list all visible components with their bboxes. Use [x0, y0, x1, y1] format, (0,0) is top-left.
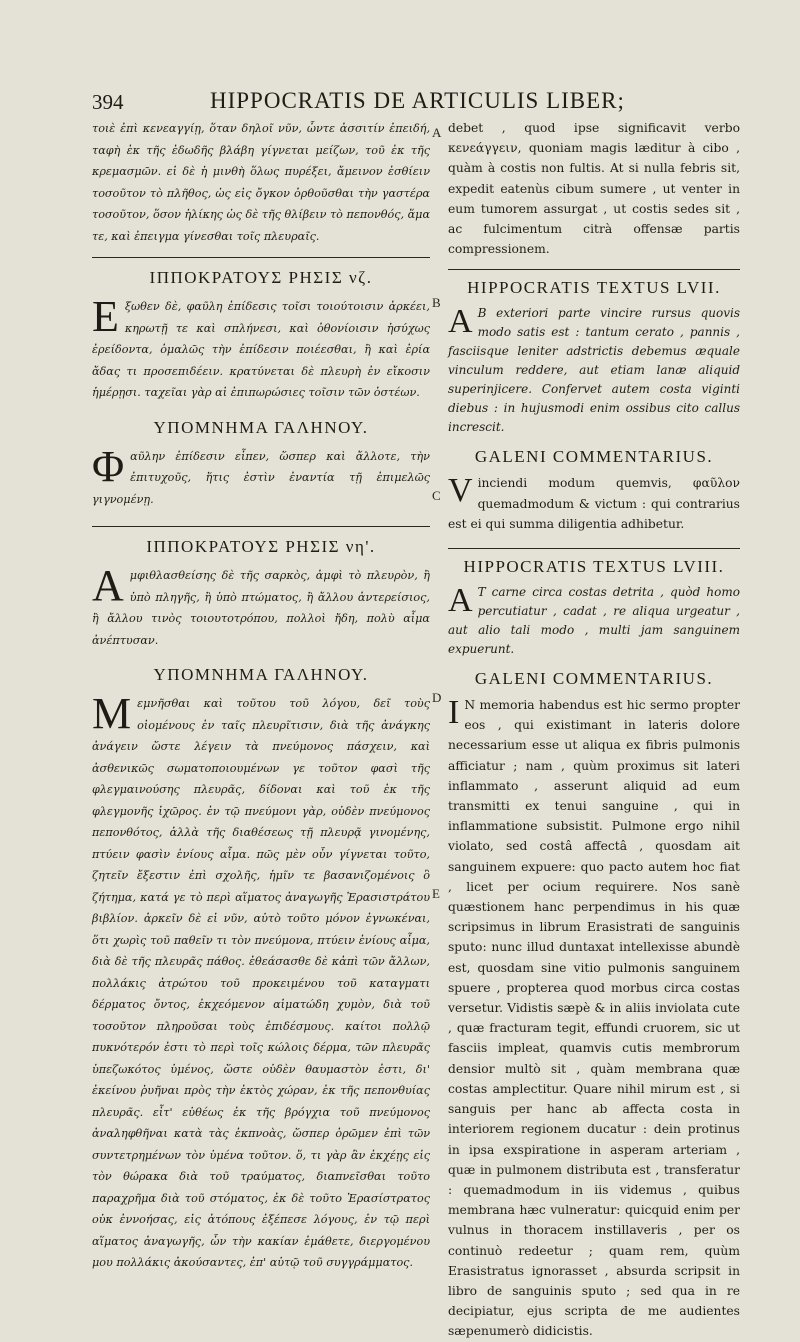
section-rule	[92, 257, 430, 258]
greek-commentary57-body: αῦλην ἐπίδεσιν εἶπεν, ὥσπερ καὶ ἄλλοτε, τὴν ἐπιτυχοῦς, ἥτις ἐστὶν ἐναντία τῇ ἐπιμελῶς γιγνομένῃ.	[92, 449, 430, 506]
greek-column	[92, 118, 430, 1274]
margin-letter-d: D	[432, 690, 442, 705]
latin-intro-text: debet , quod ipse significavit verbo κενεάγγειν, quoniam magis læditur à cibo , quàm à costis non fultis. At si nulla febris sit, expedit eatenùs cibum sumere , ut venter in eum tumorem assurgat , ut costis sedes sit , ac fulcimentum citrà offensæ partis compressionem.	[448, 121, 740, 257]
greek-text58-drop-cap: Α	[92, 561, 124, 610]
latin-commentary57-block	[448, 473, 740, 534]
greek-text58-body: μφιθλασθείσης δὲ τῆς σαρκὸς, ἀμφὶ τὸ πλευρὸν, ἢ ὑπὸ πληγῆς, ἢ ὑπὸ πτώματος, ἢ ἄλλου ἀντερείσιος, ἢ ἄλλου τινὸς τοιουτοτρόπου, πολλοὶ ἤδη, πολὺ αἷμα ἀνέπτυσαν.	[92, 569, 430, 647]
latin-commentary58-body: N memoria habendus est hic sermo propter eos , qui existimant in lateris dolore necessarium esse ut aliqua ex fibris pulmonis afficiatur ; nam , quùm proximus sit lateri inflammato , asserunt aliquid ad eum transmitti ex tenui sanguine , qui in inflammatione subsistit. Pulmone ergo nihil violato, sed costâ affectâ , quosdam ait sanguinem expuere: quo pacto autem hoc fiat , licet per ocium requirere. Nos sanè quæstionem hanc perpendimus in his quæ scripsimus in librum Erasistrati de sanguinis sputo: nunc illud duntaxat intellexisse abundè est, quosdam sine vitio pulmonis sanguinem spuere , propterea quod morbus circa costas versetur. Vidistis sæpè & in aliis inviolata cute , quæ fracturam tegit, effundi cruorem, sic ut fasciis impleat, quamvis cutis membrorum densior multò sit , quàm membrana quæ costas amplectitur. Quare nihil mirum est , si sanguis per hanc ab affecta costa in interiorem regionem ducatur : dein protinus in ipsa exspiratione in asperam arteriam , quæ in pulmonem distributa est , transferatur : quemadmodum in iis videmus , quibus membrana hæc vulneratur: quicquid enim per vulnus in thoracem instillaveris , per os continuò redeetur ; quam rem, quùm Erasistratus ignorasset , absurda scripsit in libro de sanguinis sputo ; sed qua in re decipiatur, ejus scripta de me audientes sæpenumerò didicistis.	[448, 698, 740, 1339]
section-rule	[448, 269, 740, 270]
latin-text58-drop-cap: A	[448, 582, 473, 620]
latin-commentary57-heading: GALENI COMMENTARIUS.	[474, 447, 714, 467]
greek-commentary58-drop-cap: Μ	[92, 689, 132, 738]
page-number: 394	[92, 90, 124, 114]
latin-commentary57-body: inciendi modum quemvis, φαῦλον quemadmodum & victum : qui contrarius est ei qui summa diligentia adhibetur.	[448, 476, 740, 531]
latin-text58-heading: HIPPOCRATIS TEXTUS LVIII.	[463, 557, 725, 577]
latin-text58-body: T carne circa costas detrita , quòd homo percutiatur , cadat , re aliqua urgeatur , aut alio tali modo , multi jam sanguinem expuerunt.	[448, 585, 740, 657]
margin-letter-e: E	[432, 886, 440, 901]
greek-text57-heading: ΙΠΠΟΚΡΑΤΟΥΣ ΡΗΣΙΣ νζ.	[149, 268, 373, 287]
greek-text57-drop-cap: Ε	[92, 292, 119, 341]
greek-intro-text: τοιὲ ἐπὶ κενεαγγίῃ, ὅταν δηλοῖ νῦν, ὧντε ἀσσιτίν ἐπειδή, ταφὴ ἐκ τῆς ἐδωδῆς βλάβη γίγνεται μείζων, τοῦ ἐκ τῆς κρεμασμῶν. εἰ δὲ ἡ μινθὴ ὅλως πυρέξει, ἄμεινον ἐσθίειν τοσοῦτον τὸ πλῆθος, ὡς εἰς ὄγκον ὀρθοῦσθαι τὴν γαστέρα τοσοῦτον, ὅσον ἡλίκης ὡς δὲ τῆς θλίβειν τὸ πεπονθός, ἅμα τε, καὶ ἐπειγμα γίνεσθαι τοῖς πλευραῖς.	[92, 122, 430, 243]
greek-commentary58-heading: ΥΠΟΜΝΗΜΑ ΓΑΛΗΝΟΥ.	[153, 665, 369, 684]
greek-commentary57-drop-cap: Φ	[92, 441, 125, 491]
latin-column	[448, 118, 740, 1342]
greek-text57-body: ξωθεν δὲ, φαῦλη ἐπίδεσις τοῖσι τοιούτοισιν ἀρκέει, κηρωτῇ τε καὶ σπλήνεσι, καὶ ὀθονίοισιν ἡσύχως ἐρείδοντα, ὁμαλῶς τὴν ἐπίδεσιν ποιέεσθαι, ἢ καὶ ἐρία ἄδας τι προσεπιδέειν. κρατύνεται δὲ πλευρὴ ἐν εἴκοσιν ἡμέρῃσι. ταχεῖαι γὰρ αἱ ἐπιπωρώσιες τοῖσιν τῶν ὀστέων.	[92, 300, 430, 399]
greek-commentary58-body: εμνῆσθαι καὶ τοῦτου τοῦ λόγου, δεῖ τοὺς οἰομένους ἐν ταῖς πλευρῖτισιν, διὰ τῆς ἀνάγκης ἀνάγειν ὥστε λέγειν τὰ πνεύμονος πάσχειν, καὶ ἀσθενικῶς σωματοποιουμένων γε τοῦτον φασὶ τῆς φλεγμαινούσης πλευρᾶς, δίδοναι καὶ τοῦ ἐκ τῆς φλεγμονῆς ἰχῶρος. ἐν τῷ πνεύμονι γὰρ, οὐδὲν πνεύμονος πεπονθότος, ἀλλὰ τῆς διαθέσεως τῇ πλευρᾷ γινομένης, πτύειν φασὶν ἐνίους αἷμα. πῶς μὲν οὖν γίγνεται τοῦτο, ζητεῖν ἔξεστιν ἐπὶ σχολῆς, ἡμῖν τε βασανιζομένοις ὃ ζήτημα, κατά γε τὸ περὶ αἵματος ἀναγωγῆς Ἐρασιστράτου βιβλίον. ἀρκεῖν δὲ εἰ νῦν, αὐτὸ τοῦτο μόνον ἐγνωκέναι, ὅτι χωρὶς τοῦ παθεῖν τι τὸν πνεύμονα, πτύειν ἐνίους αἷμα, διὰ δὲ τῆς πλευρᾶς πάθος. ἐθεάσασθε δὲ κἀπὶ τῶν ἄλλων, πολλάκις ἀτρώτου τοῦ προκειμένου τοῦ καταγματι δέρματος ὄντος, ἐκχεόμενον αἱματώδη χυμὸν, διὰ τοῦ τοσοῦτον πληροῦσαι τοὺς ἐπιδέσμους. καίτοι πολλῷ πυκνότερόν ἐστι τὸ περὶ τοῖς κώλοις δέρμα, τῶν πλευρᾶς ὑπεζωκότος ὑμένος, ὥστε οὐδὲν θαυμαστὸν ἐστι, δι' ἐκείνου ῥυῆναι πρὸς τὴν ἐκτὸς χώραν, ἐκ τῆς πεπονθυίας πλευρᾶς. εἶτ' εὐθέως ἐκ τῆς βρόγχια τοῦ πνεύμονος ἀναληφθῆναι κατὰ τὰς ἐκπνοὰς, ὥσπερ ὁρῶμεν ἐπὶ τῶν συντετρημένων τὸν ὑμένα τοῦτον. ὅ, τι γὰρ ἂν ἐκχέῃς εἰς τὸν θώρακα διὰ τοῦ τραύματος, διαπνεῖσθαι τοῦτο παραχρῆμα διὰ τοῦ στόματος, ἐκ δὲ τοῦτο Ἐρασίστρατος οὐκ ἐννοήσας, εἰς ἀτόπους ἐξέπεσε λόγους, ἐν τῷ περὶ αἵματος ἀναγωγῆς, ὧν τὴν κακίαν ἐμάθετε, διεργομένου μου πολλάκις ἀκούσαντες, ἐπ' αὐτῷ τοῦ συγγράμματος.	[92, 697, 430, 1269]
margin-letter-a: A	[432, 125, 442, 140]
latin-text57-drop-cap: A	[448, 303, 473, 341]
latin-commentary58-drop-cap: I	[448, 694, 460, 732]
greek-commentary57-heading: ΥΠΟΜΝΗΜΑ ΓΑΛΗΝΟΥ.	[153, 417, 369, 437]
greek-text58-heading: ΙΠΠΟΚΡΑΤΟΥΣ ΡΗΣΙΣ νη'.	[146, 537, 376, 556]
latin-commentary57-drop-cap: V	[448, 472, 473, 510]
latin-text57-heading: HIPPOCRATIS TEXTUS LVII.	[467, 278, 721, 298]
latin-text57-block	[448, 304, 740, 437]
latin-text58-block	[448, 583, 740, 659]
latin-commentary58-heading: GALENI COMMENTARIUS.	[474, 669, 714, 689]
section-rule	[448, 548, 740, 549]
running-title: HIPPOCRATIS DE ARTICULIS LIBER;	[210, 88, 625, 113]
greek-text58-block	[92, 561, 430, 651]
margin-letter-b: B	[432, 295, 441, 310]
greek-commentary57-block	[92, 441, 430, 511]
greek-text57-block	[92, 292, 430, 404]
greek-commentary58-block	[92, 689, 430, 1274]
section-rule	[92, 526, 430, 527]
margin-letter-c: C	[432, 488, 441, 503]
latin-commentary58-block	[448, 695, 740, 1342]
latin-text57-body: B exteriori parte vincire rursus quovis modo satis est : tantum cerato , pannis , fasciisque leniter adstrictis debemus æquale vinculum reddere, aut etiam lanæ aliquid superinjicere. Confervet autem costa viginti diebus : in hujusmodi enim ossibus cito callus increscit.	[448, 306, 740, 435]
page-header	[92, 86, 732, 120]
